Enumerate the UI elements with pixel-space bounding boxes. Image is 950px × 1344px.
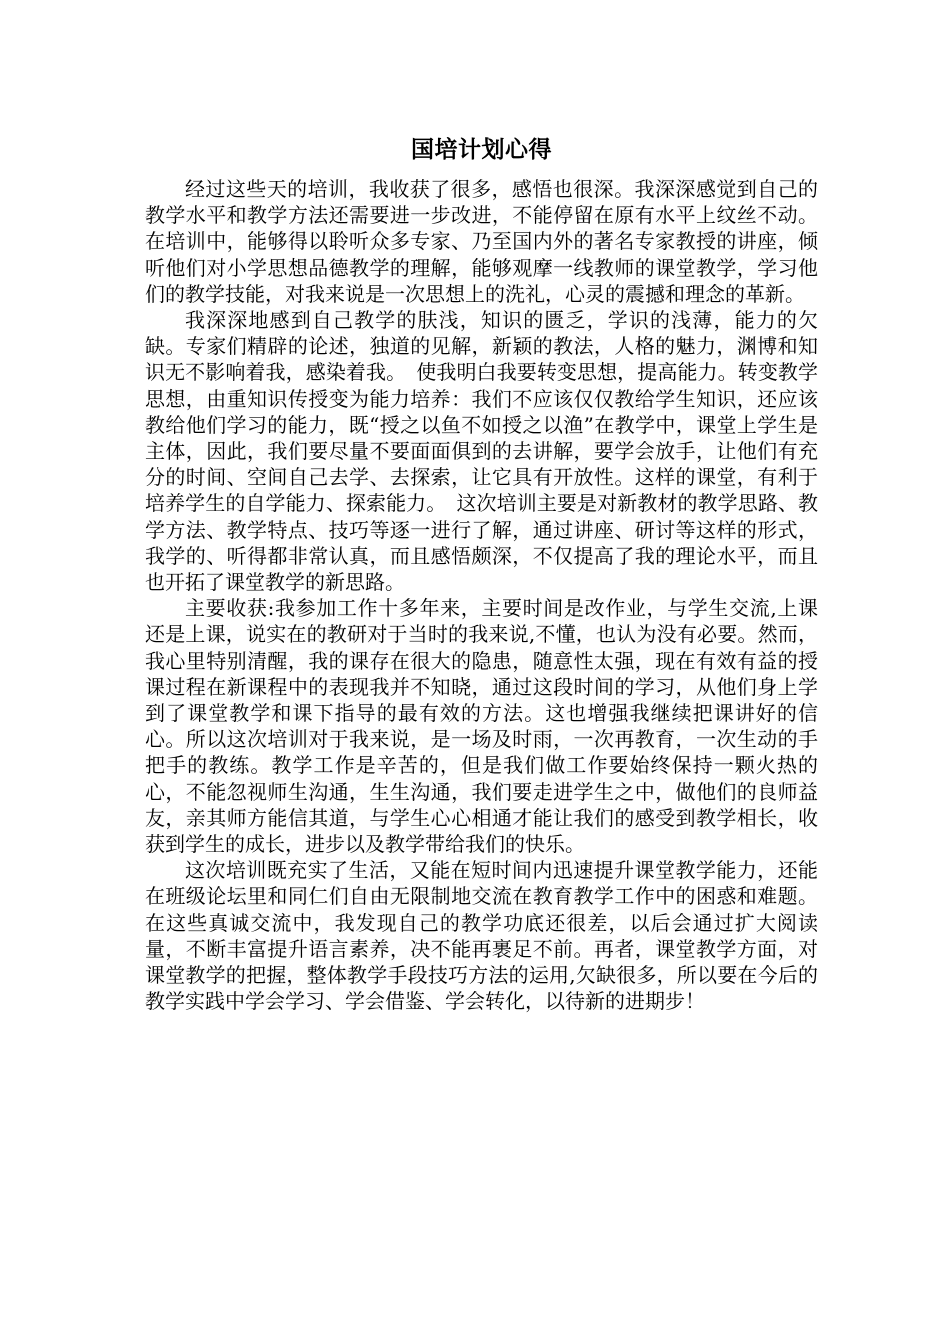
- paragraph-2: 我深深地感到自己教学的肤浅，知识的匮乏，学识的浅薄，能力的欠缺。专家们精辟的论述，独道的见解，新颖的教法，人格的魅力，渊博和知识无不影响着我，感染着我。 使我明白我要转变思想，提高能力。转变教学思想，由重知识传授变为能力培养：我们不应该仅仅教给学生知识，还应该教给他们学习的能力，既“授之以鱼不如授之以渔”在教学中，课堂上学生是主体，因此，我们要尽量不要面面俱到的去讲解，要学会放手，让他们有充分的时间、空间自己去学、去探索，让它具有开放性。这样的课堂，有利于培养学生的自学能力、探索能力。 这次培训主要是对新教材的教学思路、教学方法、教学特点、技巧等逐一进行了解，通过讲座、研讨等这样的形式，我学的、听得都非常认真，而且感悟颇深，不仅提高了我的理论水平，而且也开拓了课堂教学的新思路。: [145, 308, 818, 595]
- document-title: 国培计划心得: [411, 136, 552, 163]
- paragraph-4: 这次培训既充实了生活，又能在短时间内迅速提升课堂教学能力，还能在班级论坛里和同仁们自由无限制地交流在教育教学工作中的困惑和难题。在这些真诚交流中，我发现自己的教学功底还很差，以后会通过扩大阅读量，不断丰富提升语言素养，决不能再裹足不前。再者，课堂教学方面，对课堂教学的把握，整体教学手段技巧方法的运用,欠缺很多，所以要在今后的教学实践中学会学习、学会借鉴、学会转化，以待新的进期步！: [145, 858, 818, 1014]
- paragraph-1: 经过这些天的培训，我收获了很多，感悟也很深。我深深感觉到自己的教学水平和教学方法还需要进一步改进，不能停留在原有水平上纹丝不动。在培训中，能够得以聆听众多专家、乃至国内外的著名专家教授的讲座，倾听他们对小学思想品德教学的理解，能够观摩一线教师的课堂教学，学习他们的教学技能，对我来说是一次思想上的洗礼，心灵的震撼和理念的革新。: [145, 177, 818, 306]
- paragraph-3: 主要收获:我参加工作十多年来，主要时间是改作业，与学生交流,上课还是上课，说实在的教研对于当时的我来说,不懂，也认为没有必要。然而，我心里特别清醒，我的课存在很大的隐患，随意性太强，现在有效有益的授课过程在新课程中的表现我并不知晓，通过这段时间的学习，从他们身上学到了课堂教学和课下指导的最有效的方法。这也增强我继续把课讲好的信心。所以这次培训对于我来说，是一场及时雨，一次再教育，一次生动的手把手的教练。教学工作是辛苦的，但是我们做工作要始终保持一颗火热的心，不能忽视师生沟通，生生沟通，我们要走进学生之中，做他们的良师益友，亲其师方能信其道，与学生心心相通才能让我们的感受到教学相长，收获到学生的成长，进步以及教学带给我们的快乐。: [145, 596, 818, 857]
- document-body: [145, 176, 818, 1015]
